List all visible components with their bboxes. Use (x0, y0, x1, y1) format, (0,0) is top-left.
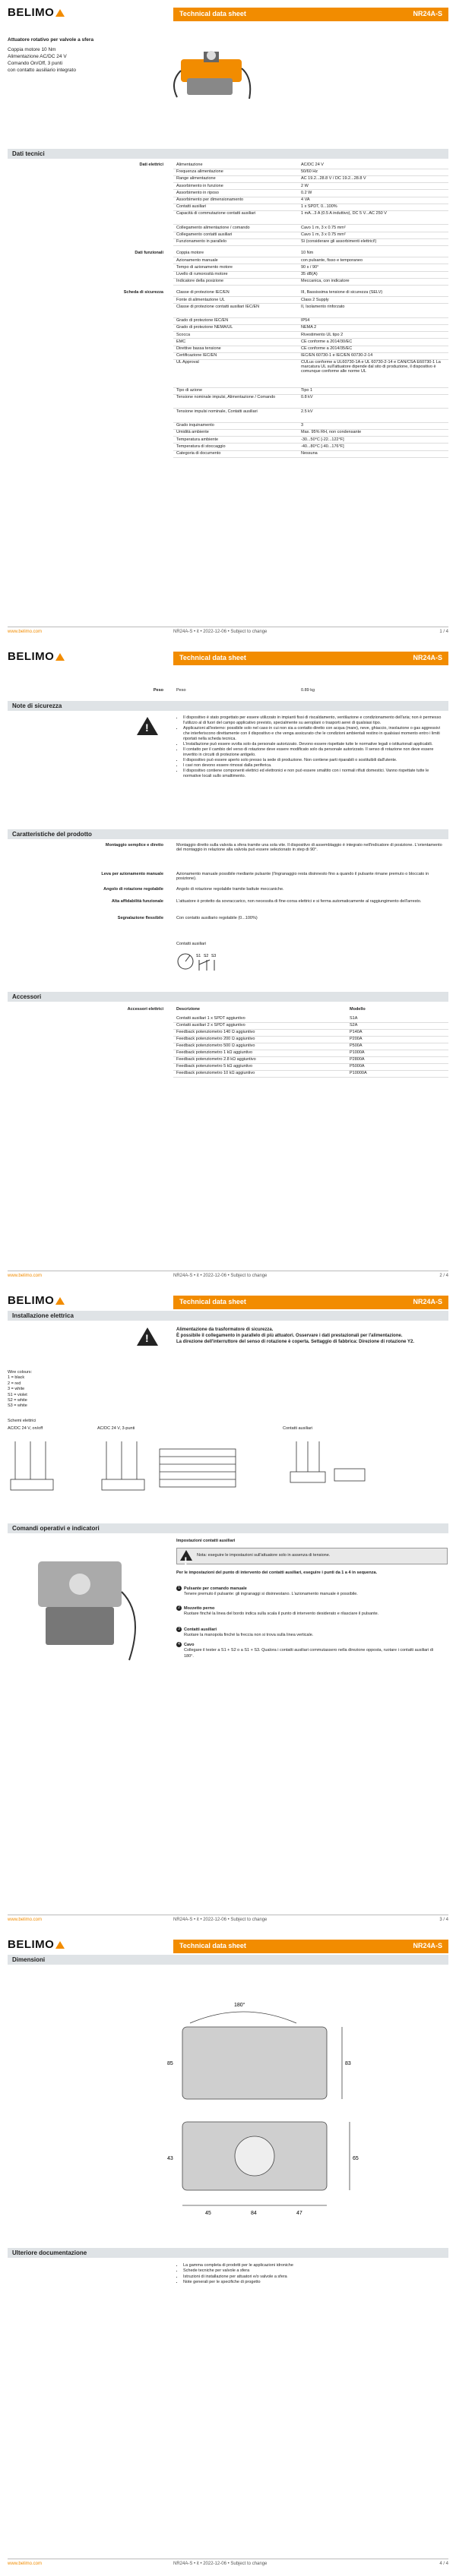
row-key: Alimentazione (176, 163, 203, 167)
dim-label: 43 (167, 2156, 173, 2161)
warning-icon (137, 1327, 158, 1346)
footer-link[interactable]: www.belimo.com (8, 1918, 43, 1922)
row-value: 10 Nm (301, 251, 314, 256)
scheme-onoff-title: AC/DC 24 V, on/off (8, 1426, 43, 1431)
row-key: Tempo di azionamento motore (176, 264, 233, 270)
safety-item: • Applicazioni all'esterno: possibile solo nel caso in cui non sia a contatto diretto con acqua (mare), neve, ghiaccio, insolazione o gas aggressivi che interferiscono direttamente con il dispositivo e che venga assicurato che le condizioni ambientali restino in qualsiasi momento entro i limiti riportati nella scheda tecnica. (183, 726, 446, 742)
doc-item: • La gamma completa di prodotti per le applicazioni idroniche (183, 2263, 442, 2268)
belimo-logo: BELIMO (8, 1294, 65, 1307)
footer-info: NR24A-S • it • 2022-12-06 • Subject to change (173, 2562, 268, 2566)
doc-type: Technical data sheet (179, 654, 246, 661)
row-key: Umidità ambiente (176, 430, 209, 435)
install-notes (176, 1327, 442, 1345)
setting-step (176, 1605, 442, 1618)
acc-col-desc: Descrizione (176, 1007, 200, 1012)
row-value: -30...50°C [-22...122°F] (301, 437, 344, 442)
acc-desc: Contatti ausiliari 2 x SPDT aggiuntivo (176, 1023, 245, 1028)
safety-notes (176, 715, 446, 779)
feature-bullet: con contatto ausiliario integrato (8, 68, 76, 73)
acc-desc: Feedback potenziometro 2.8 kΩ aggiuntivo (176, 1057, 256, 1062)
model-number: NR24A-S (413, 1298, 442, 1305)
dim-label: 85 (167, 2061, 173, 2066)
wire-item: S1 = violet (8, 1392, 27, 1397)
group-label: Dati funzionali (135, 251, 163, 256)
safety-item: • I cavi non devono essere rimossi dalla periferica. (183, 763, 446, 769)
row-value: CE conforme a 2014/35/EC (301, 346, 353, 351)
page-number: 3 / 4 (439, 1918, 448, 1922)
row-value: Tipo 1 (301, 388, 313, 393)
row-value: NEMA 2 (301, 325, 317, 330)
row-key: Contatti ausiliari (176, 204, 207, 210)
warning-icon (180, 1550, 192, 1561)
title-bar (173, 8, 448, 21)
row-key: Temperatura di stoccaggio (176, 444, 226, 449)
row-value: III, Bassissima tensione di sicurezza (SELV) (301, 290, 383, 295)
svg-text:S2: S2 (204, 954, 209, 958)
weight-value: 0.89 kg (301, 688, 315, 693)
step-text: Tenere premuto il pulsante: gli ingranaggi si disinnestano. L'azionamento manuale è possibile. (184, 1592, 358, 1597)
row-value: 2.5 kV (301, 409, 313, 414)
row-value: Cavo 1 m, 3 x 0.75 mm² (301, 232, 346, 237)
page-footer (8, 627, 448, 638)
row-divider (173, 245, 448, 246)
row-divider (173, 1077, 448, 1078)
footer-link[interactable]: www.belimo.com (8, 1274, 43, 1278)
step-title: Pulsante per comando manuale (184, 1586, 247, 1591)
wire-title: Wire colours: (8, 1370, 33, 1375)
dim-label: 45 (205, 2211, 211, 2216)
row-key: Certificazione IEC/EN (176, 353, 217, 358)
page-footer (8, 1271, 448, 1282)
row-key: Fonte di alimentazione UL (176, 297, 225, 302)
section-bar (8, 2248, 448, 2258)
row-divider (173, 457, 448, 458)
section-bar (8, 1523, 448, 1533)
settings-intro: Per le impostazioni del punto di intervento dei contatti ausiliari, eseguire i punti da 1 a 4 in sequenza. (176, 1571, 378, 1575)
dim-label: 84 (251, 2211, 257, 2216)
doc-item: • Istruzioni di installazione per attuatori e/o valvole a sfera (183, 2275, 442, 2280)
row-value: Nessuna (301, 451, 318, 456)
row-key: Azionamento manuale (176, 257, 218, 263)
section-title: Dati tecnici (12, 150, 45, 157)
row-key: Collegamento alimentazione / comando (176, 225, 250, 230)
section-bar (8, 149, 448, 159)
wire-item: S2 = white (8, 1398, 27, 1403)
row-key: Grado di protezione IEC/EN (176, 318, 229, 324)
setting-step (176, 1627, 442, 1639)
safety-item: • Il contatto per il cambio del verso di rotazione deve essere modificato solo da personale autorizzato. Il senso di rotazione non deve essere invertito in circuiti di protezione antigelo. (183, 747, 446, 758)
section-title: Comandi operativi e indicatori (12, 1525, 100, 1532)
feature-bullet: Comando On/Off, 3 punti (8, 61, 63, 66)
dimension-drawing (144, 1970, 418, 2243)
row-key: Funzionamento in parallelo (176, 239, 227, 245)
footer-info: NR24A-S • it • 2022-12-06 • Subject to change (173, 1918, 268, 1922)
aux-contact-diagram (176, 949, 230, 974)
warning-icon (137, 717, 158, 735)
settings-title: Impostazioni contatti ausiliari (176, 1539, 236, 1543)
settings-note: Nota: eseguire le impostazioni sull'attuatore solo in assenza di tensione. (197, 1553, 331, 1558)
wire-item: S3 = white (8, 1403, 27, 1409)
row-value: CULus conforme a UL60730-1A e UL 60730-2-14 e CAN/CSA E60730-1 La marcatura UL sull'attuatore dipende dal sito di produzione, il dispositivo è comunque conforme alle norme UL (301, 360, 441, 374)
row-key: Frequenza alimentazione (176, 169, 223, 175)
row-value: Sì (considerare gli assorbimenti elettrici!) (301, 239, 377, 245)
doc-item: • Note generali per le specifiche di progetto (183, 2280, 442, 2285)
feature-text: L'attuatore è protetto da sovraccarico, non necessita di fine-corsa elettrici e si ferma automaticamente al raggiungimento dell'arresto. (176, 899, 422, 904)
row-key: Scocca (176, 332, 191, 337)
title-bar (173, 652, 448, 665)
row-value: Class 2 Supply (301, 297, 329, 302)
wire-colours (8, 1370, 32, 1410)
doc-type: Technical data sheet (179, 10, 246, 17)
row-key: Categoria di documento (176, 451, 221, 456)
feature-text: Montaggio diretto sulla valvola a sfera tramite una sola vite. Il dispositivo di assemblaggio è integrato nell'indicatore di posizione. L'orientamento del montaggio in relazione alla valvola può essere selezionato in step di 90°. (176, 843, 442, 852)
page-number: 2 / 4 (439, 1274, 448, 1278)
group-label: Scheda di sicurezza (123, 290, 163, 295)
feature-label: Segnalazione flessibile (117, 916, 163, 920)
section-title: Note di sicurezza (12, 702, 62, 709)
row-value: 1 x SPDT, 0...100% (301, 204, 337, 210)
page-number: 4 / 4 (439, 2562, 448, 2566)
feature-text: Con contatto ausiliario regolabile (0...100%) (176, 916, 258, 920)
dim-label: 180° (234, 2003, 245, 2008)
step-text: Collegare il tester a S1 + S2 o a S1 + S3. Qualora i contatti ausiliari commutassero nella direzione opposta, ruotare i contatti ausiliari di 180°. (184, 1648, 434, 1659)
belimo-logo: BELIMO (8, 650, 65, 663)
row-key: Assorbimento in funzione (176, 183, 223, 188)
page-header (0, 644, 456, 677)
page-number: 1 / 4 (439, 630, 448, 634)
doc-type: Technical data sheet (179, 1942, 246, 1949)
feature-label: Alta affidabilità funzionale (111, 899, 163, 904)
footer-info: NR24A-S • it • 2022-12-06 • Subject to change (173, 1274, 268, 1278)
row-key: Assorbimento per dimensionamento (176, 197, 244, 202)
safety-item: • Il dispositivo è stato progettato per essere utilizzato in impianti fissi di riscaldamento, ventilazione e condizionamento dell'aria; non è permesso l'utilizzo al di fuori del campo applicativo previsto, specialmente su aeroplani o trasporti aerei di qualsiasi tipo. (183, 715, 446, 726)
acc-desc: Feedback potenziometro 10 kΩ aggiuntivo (176, 1071, 255, 1075)
settings-note-box (176, 1548, 448, 1564)
acc-desc: Feedback potenziometro 1 kΩ aggiuntivo (176, 1050, 253, 1055)
page-header (0, 0, 456, 33)
safety-item: • L'installazione può essere svolta solo da personale autorizzato. Devono essere rispettate tutte le normative legali o istituzionali applicabili. (183, 742, 446, 747)
step-number-icon: 3 (176, 1627, 182, 1632)
feature-label: Montaggio semplice e diretto (105, 843, 163, 848)
row-value: 2 W (301, 183, 309, 188)
weight-label: Peso (153, 688, 163, 693)
row-key: Coppia motore (176, 251, 204, 256)
row-key: Range alimentazione (176, 176, 216, 182)
product-image (173, 36, 257, 105)
row-value: IP54 (301, 318, 310, 324)
section-title: Caratteristiche del prodotto (12, 831, 92, 838)
weight-key: Peso (176, 688, 186, 693)
scheme-3point-title: AC/DC 24 V, 3-punti (97, 1426, 135, 1431)
safety-item: • Il dispositivo può essere aperto solo presso la sede di produzione. Non contiene parti riparabili o sostituibili dall'utente. (183, 758, 446, 763)
row-key: Classe di protezione contatti ausiliari IEC/EN (176, 304, 260, 309)
step-title: Mozzetto perno (184, 1605, 215, 1611)
svg-text:S3: S3 (211, 954, 217, 958)
acc-desc: Contatti ausiliari 1 x SPDT aggiuntivo (176, 1016, 245, 1021)
row-divider (173, 285, 448, 286)
row-value: con pulsante, fisso e temporaneo (301, 257, 363, 263)
row-value: 1 mA...3 A (0.5 A induttivo), DC 5 V...AC 250 V (301, 211, 387, 216)
footer-link[interactable]: www.belimo.com (8, 2562, 43, 2566)
row-key: Temperatura ambiente (176, 437, 219, 442)
row-key: Tipo di azione (176, 388, 203, 393)
acc-model: P1000A (350, 1050, 365, 1055)
step-text: Ruotare finché la linea del bordo indica sulla scala il punto di intervento desiderato e rilasciare il pulsante. (184, 1612, 379, 1617)
scheme-aux-title: Contatti ausiliari (283, 1426, 313, 1431)
acc-desc: Feedback potenziometro 200 Ω aggiuntivo (176, 1037, 255, 1041)
row-value: II, Isolamento rinforzato (301, 304, 345, 309)
row-value: 3 (301, 423, 304, 428)
row-key: Capacità di commutazione contatti ausiliari (176, 211, 256, 216)
step-number-icon: 1 (176, 1586, 182, 1591)
feature-bullet: Alimentazione AC/DC 24 V (8, 54, 67, 59)
acc-model: P2800A (350, 1057, 365, 1062)
acc-desc: Feedback potenziometro 140 Ω aggiuntivo (176, 1030, 255, 1034)
row-value: 50/60 Hz (301, 169, 318, 175)
section-bar (8, 1955, 448, 1965)
product-summary (8, 36, 93, 74)
section-bar (8, 1311, 448, 1321)
section-bar (8, 829, 448, 839)
model-number: NR24A-S (413, 10, 442, 17)
dim-label: 47 (296, 2211, 302, 2216)
acc-model: S1A (350, 1016, 358, 1021)
wiring-schemes-title: Schemi elettrici (8, 1419, 36, 1423)
acc-model: P500A (350, 1043, 363, 1048)
feature-label: Leva per azionamento manuale (101, 872, 163, 876)
acc-col-model: Modello (350, 1007, 366, 1012)
docs-list (176, 2263, 442, 2286)
row-value: AC/DC 24 V (301, 163, 324, 167)
row-value: CE conforme a 2014/30/EC (301, 339, 353, 344)
row-key: Direttive bassa tensione (176, 346, 221, 351)
section-bar (8, 701, 448, 711)
row-value: 0.8 kV (301, 395, 313, 400)
section-title: Dimensioni (12, 1956, 46, 1963)
row-value: -40...80°C [-40...176°F] (301, 444, 344, 449)
subtitle: Attuatore rotativo per valvole a sfera (8, 37, 94, 43)
group-label: Dati elettrici (139, 163, 163, 167)
dim-label: 65 (353, 2156, 359, 2161)
row-key: Grado inquinamento (176, 423, 214, 428)
row-key: Indicatore della posizione (176, 279, 224, 284)
feature-text: Angolo di rotazione regolabile tramite battute meccaniche. (176, 887, 284, 892)
model-number: NR24A-S (413, 1942, 442, 1949)
acc-model: P5000A (350, 1064, 365, 1069)
setting-step (176, 1642, 442, 1659)
install-note: È possibile il collegamento in parallelo di più attuatori. Osservare i dati prestazionali per l'alimentazione. (176, 1333, 403, 1338)
aux-contact-caption: Contatti ausiliari (176, 942, 207, 946)
install-note: Alimentazione da trasformatore di sicurezza. (176, 1327, 274, 1332)
doc-type: Technical data sheet (179, 1298, 246, 1305)
setting-step (176, 1586, 442, 1598)
row-key: Collegamento contatti ausiliari (176, 232, 233, 237)
row-key: Tensione impulsi nominale, Contatti ausiliari (176, 409, 258, 414)
section-title: Ulteriore documentazione (12, 2249, 87, 2256)
step-number-icon: 4 (176, 1642, 182, 1647)
row-value: 0.2 W (301, 190, 312, 195)
page-footer (8, 2559, 448, 2570)
row-key: Assorbimento in riposo (176, 190, 219, 195)
footer-link[interactable]: www.belimo.com (8, 630, 43, 634)
step-text: Ruotare la manopola finché la freccia non si trova sulla linea verticale. (184, 1633, 314, 1638)
dim-label: 83 (345, 2061, 351, 2066)
row-value: Cavo 1 m, 3 x 0.75 mm² (301, 225, 346, 230)
row-key: Tensione nominale impulsi, Alimentazione / Comando (176, 395, 276, 400)
row-value: Max. 95% RH, non condensante (301, 430, 362, 435)
doc-item: • Schede tecniche per valvole a sfera (183, 2268, 442, 2274)
section-title: Accessori (12, 993, 42, 1000)
actuator-illustration (15, 1546, 152, 1675)
title-bar (173, 1296, 448, 1309)
section-bar (8, 992, 448, 1002)
page-3 (0, 1288, 456, 1932)
page-1 (0, 0, 456, 644)
acc-desc: Feedback potenziometro 500 Ω aggiuntivo (176, 1043, 255, 1048)
feature-bullet: Coppia motore 10 Nm (8, 47, 56, 52)
feature-text: Azionamento manuale possibile mediante pulsante (l'ingranaggio resta disinnesto fino a quando il pulsante rimane premuto o bloccato in posizione). (176, 872, 429, 881)
row-key: Grado di protezione NEMA/UL (176, 325, 233, 330)
page-2 (0, 644, 456, 1288)
acc-model: P200A (350, 1037, 363, 1041)
wire-item: 2 = red (8, 1381, 21, 1386)
step-title: Contatti ausiliari (184, 1627, 217, 1632)
acc-model: P10000A (350, 1071, 367, 1075)
wire-item: 1 = black (8, 1375, 25, 1381)
row-value: 90 s / 90° (301, 264, 319, 270)
model-number: NR24A-S (413, 654, 442, 661)
row-key: Livello di rumorosità motore (176, 272, 228, 276)
belimo-logo: BELIMO (8, 1938, 65, 1951)
step-title: Cavo (184, 1642, 195, 1647)
step-number-icon: 2 (176, 1605, 182, 1611)
footer-info: NR24A-S • it • 2022-12-06 • Subject to change (173, 630, 268, 634)
svg-text:S1: S1 (196, 954, 201, 958)
wiring-diagrams (8, 1434, 448, 1498)
page-4 (0, 1932, 456, 2576)
acc-model: S2A (350, 1023, 358, 1028)
row-value: IEC/EN 60730-1 e IEC/EN 60730-2-14 (301, 353, 373, 358)
title-bar (173, 1940, 448, 1953)
row-key: Classe di protezione IEC/EN (176, 290, 230, 295)
row-value: 4 VA (301, 197, 310, 202)
feature-label: Angolo di rotazione regolabile (103, 887, 163, 892)
wire-item: 3 = white (8, 1387, 25, 1392)
install-note: La direzione dell'interruttore del senso di rotazione è coperta. Settaggio di fabbrica: Direzione di rotazione Y2. (176, 1339, 415, 1344)
acc-model: P140A (350, 1030, 363, 1034)
acc-desc: Feedback potenziometro 5 kΩ aggiuntivo (176, 1064, 253, 1069)
page-footer (8, 1915, 448, 1926)
row-value: Meccanica, con indicatore (301, 279, 350, 284)
belimo-logo: BELIMO (8, 6, 65, 19)
row-key: UL Approval (176, 360, 199, 365)
row-value: Rivestimento UL tipo 2 (301, 332, 344, 337)
row-value: 35 dB(A) (301, 272, 318, 276)
safety-item: • Il dispositivo contiene componenti elettrici ed elettronici e non può essere smaltito con i normali rifiuti domestici. Vanno rispettate tutte le normative locali sullo smaltimento. (183, 769, 446, 779)
section-title: Installazione elettrica (12, 1312, 74, 1319)
row-value: AC 19.2...28.8 V / DC 19.2...28.8 V (301, 176, 366, 182)
row-key: EMC (176, 339, 186, 344)
accessories-label: Accessori elettrici (127, 1007, 163, 1012)
